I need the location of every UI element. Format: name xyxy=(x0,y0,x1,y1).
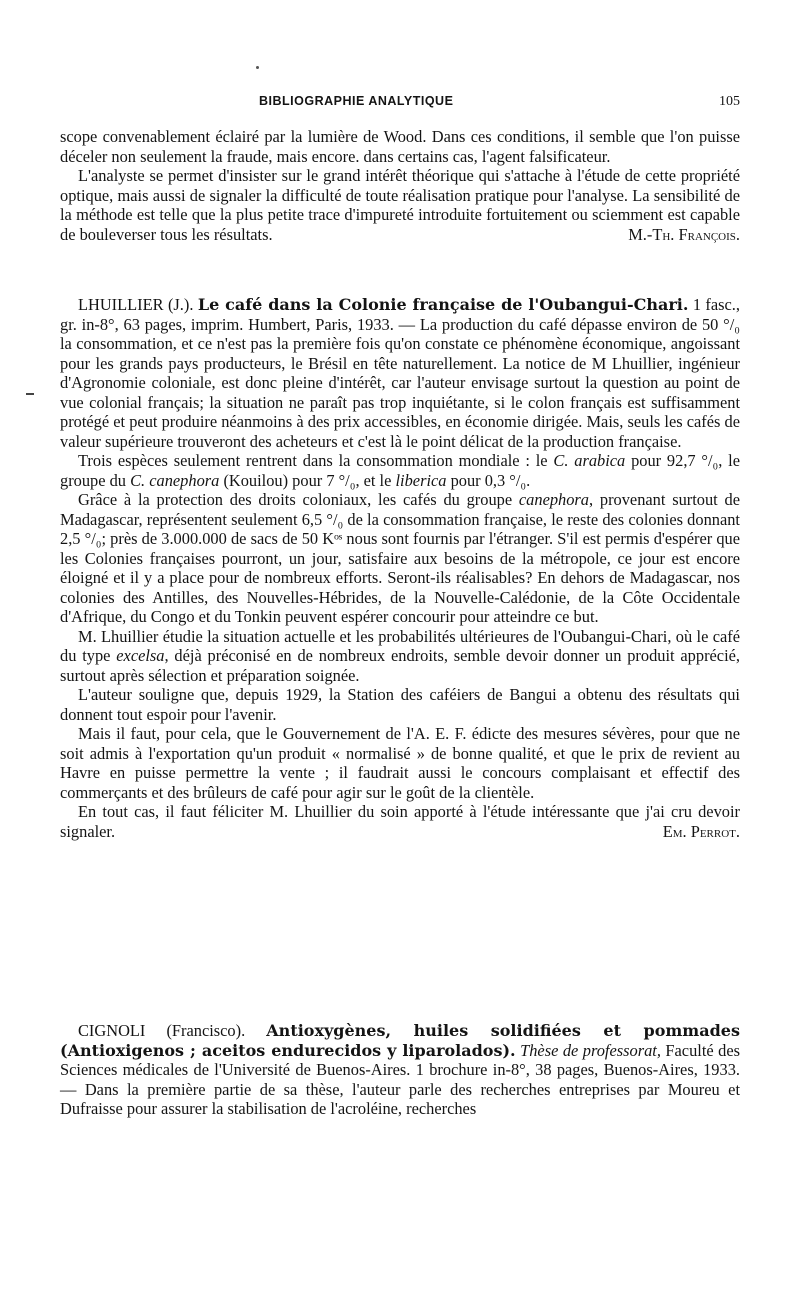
signature: Em. Perrot. xyxy=(662,821,740,841)
review-paragraph: Grâce à la protection des droits coloniaux, les cafés du groupe canephora, provenant surtout de Madagascar, représentent seulement 6,5 °/₀ de la consommation française, le reste des colonies donnant 2,5 °/₀; près de 3.000.000 de sacs de 50 Kᵒˢ nous sont fournis par l'étranger. S'il est permis d'espérer que les Colonies françaises pourront, un jour, satisfaire aux besoins de la métropole, ce jour est encore éloigné et il y a place pour de nombreux efforts. Seront-ils réalisables? En dehors de Madagascar, nos colonies des Antilles, des Nouvelles-Hébrides, de la Nouvelle-Calédonie, de la Côte Occidentale d'Afrique, du Congo et du Tonkin peuvent espérer concourir pour atteindre ce but. xyxy=(60,490,740,626)
review-lhuillier xyxy=(60,295,740,841)
signature: M.-Th. François. xyxy=(628,224,740,244)
review-publication: 1 fasc., gr. in-8°, 63 pages, imprim. Humbert, Paris, 1933. — xyxy=(60,295,740,334)
review-thesis: Thèse de professorat, xyxy=(520,1040,661,1060)
review-paragraph: En tout cas, il faut féliciter M. Lhuillier du soin apporté à l'étude intéressante que j'ai cru devoir signaler. Em. Perrot. xyxy=(60,802,740,841)
review-paragraph: Trois espèces seulement rentrent dans la consommation mondiale : le C. arabica pour 92,7 °/₀, le groupe du C. canephora (Kouilou) pour 7 °/₀, et le liberica pour 0,3 °/₀. xyxy=(60,451,740,490)
review-paragraph: M. Lhuillier étudie la situation actuelle et les probabilités ultérieures de l'Oubangui-Chari, où le café du type excelsa, déjà préconisé en de nombreux endroits, semble devoir donner un produit apprécié, surtout après sélection et préparation soignée. xyxy=(60,626,741,685)
review-heading: LHUILLIER (J.). Le café dans la Colonie française de l'Oubangui-Chari. 1 fasc., gr. in-8°, 63 pages, imprim. Humbert, Paris, 1933. — La production du café dépasse environ de 50 °/₀ la consommation, et ce n'est pas la première fois qu'on constate ce phénomène économique, angoissant pour les grands pays producteurs, le Brésil en tête naturellement. La notice de M Lhuillier, ingénieur d'Agronomie coloniale, est donc pleine d'intérêt, car l'auteur envisage surtout la question au point de vue colonial français; la situation ne paraît pas trop inquiétante, si le colon français est suffisamment protégé et peut produire néanmoins à des prix accessibles, en économie dirigée. Mais, seuls les cafés de valeur supérieure trouveront des acheteurs et c'est là le point délicat de la production française. xyxy=(60,295,740,451)
running-title: BIBLIOGRAPHIE ANALYTIQUE xyxy=(259,94,454,108)
review-paragraph: Mais il faut, pour cela, que le Gouvernement de l'A. E. F. édicte des mesures sévères, pour que ne soit admis à l'exportation qu'un produit « normalisé » de bonne qualité, et que le prix de revient au Havre en puisse permettre la vente ; il faudrait aussi le concours complaisant et effectif des commerçants et des brûleurs de café pour agir sur le goût de la clientèle. xyxy=(60,724,740,802)
review-title: Le café dans la Colonie française de l'Oubangui-Chari. xyxy=(197,295,689,314)
review-paragraph: L'auteur souligne que, depuis 1929, la Station des caféiers de Bangui a obtenu des résultats qui donnent tout espoir pour l'avenir. xyxy=(60,685,740,724)
review-heading xyxy=(60,1021,740,1119)
continuation-block xyxy=(60,127,740,244)
review-cignoli xyxy=(60,1021,740,1119)
running-header xyxy=(60,94,740,114)
margin-mark xyxy=(26,393,34,395)
review-title: Antioxygènes, huiles solidifiées et pommades (Antioxigenos ; aceitos endurecidos y liparolados). xyxy=(60,1021,740,1060)
printer-speck xyxy=(256,66,259,69)
review-author: CIGNOLI (Francisco). xyxy=(78,1021,246,1040)
continuation-paragraph: scope convenablement éclairé par la lumière de Wood. Dans ces conditions, il semble que l'on puisse déceler non seulement la fraude, mais encore. dans certains cas, l'agent falsificateur. xyxy=(60,127,740,166)
page-number: 105 xyxy=(719,94,740,109)
continuation-paragraph: L'analyste se permet d'insister sur le grand intérêt théorique qui s'attache à l'étude de cette propriété optique, mais aussi de signaler la difficulté de toute réalisation pratique pour l'analyse. La sensibilité de la méthode est telle que la plus petite trace d'impureté introduite fortuitement ou sciemment est capable de bouleverser tous les résultats. M.-Th. François. xyxy=(60,166,740,244)
review-author: LHUILLIER (J.). xyxy=(78,295,194,314)
review-publication: Faculté des Sciences médicales de l'Université de Buenos-Aires. 1 brochure in-8°, 38 pages, Buenos-Aires, 1933. — Dans la première partie de sa thèse, l'auteur parle des recherches entreprises par Moureu et Dufraisse pour assurer la stabilisation de l'acroléine, recherches xyxy=(60,1040,740,1118)
